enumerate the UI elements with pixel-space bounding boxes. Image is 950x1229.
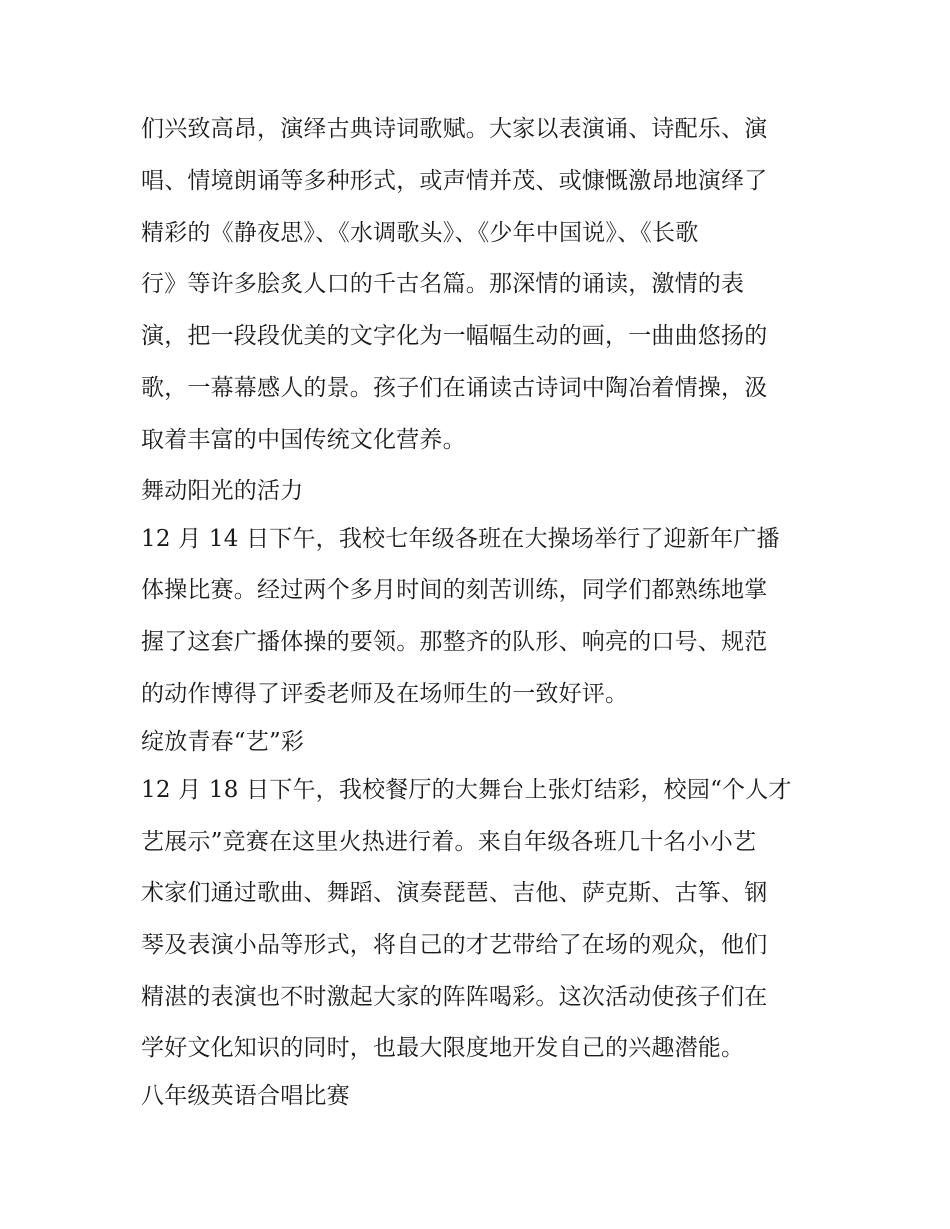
- text-line: 们兴致高昂，演绎古典诗词歌赋。大家以表演诵、诗配乐、演: [141, 116, 768, 142]
- text-line: 精湛的表演也不时激起大家的阵阵喝彩。这次活动使孩子们在: [141, 984, 768, 1010]
- text-line: 12 月 14 日下午，我校七年级各班在大操场举行了迎新年广播: [141, 526, 780, 552]
- section-heading: 舞动阳光的活力: [141, 478, 304, 504]
- section-heading: 绽放青春“艺”彩: [141, 729, 305, 755]
- section-heading: 八年级英语合唱比赛: [141, 1083, 350, 1109]
- text-line: 体操比赛。经过两个多月时间的刻苦训练，同学们都熟练地掌: [141, 577, 768, 603]
- text-line: 唱、情境朗诵等多种形式，或声情并茂、或慷慨激昂地演绎了: [141, 168, 768, 194]
- text-line: 演，把一段段优美的文字化为一幅幅生动的画，一曲曲悠扬的: [141, 323, 768, 349]
- text-line: 歌，一幕幕感人的景。孩子们在诵读古诗词中陶冶着情操，汲: [141, 375, 768, 401]
- text-line: 琴及表演小品等形式，将自己的才艺带给了在场的观众，他们: [141, 932, 768, 958]
- text-line: 取着丰富的中国传统文化营养。: [141, 427, 466, 453]
- text-line: 12 月 18 日下午，我校餐厅的大舞台上张灯结彩，校园“个人才: [141, 777, 792, 803]
- text-line: 学好文化知识的同时，也最大限度地开发自己的兴趣潜能。: [141, 1035, 745, 1061]
- text-line: 握了这套广播体操的要领。那整齐的队形、响亮的口号、规范: [141, 629, 768, 655]
- text-line: 艺展示”竞赛在这里火热进行着。来自年级各班几十名小小艺: [141, 829, 757, 855]
- text-line: 行》等许多脍炙人口的千古名篇。那深情的诵读，激情的表: [141, 271, 745, 297]
- text-line: 术家们通过歌曲、舞蹈、演奏琵琶、吉他、萨克斯、古筝、钢: [141, 880, 768, 906]
- text-line: 精彩的《静夜思》、《水调歌头》、《少年中国说》、《长歌: [141, 220, 699, 246]
- text-line: 的动作博得了评委老师及在场师生的一致好评。: [141, 681, 629, 707]
